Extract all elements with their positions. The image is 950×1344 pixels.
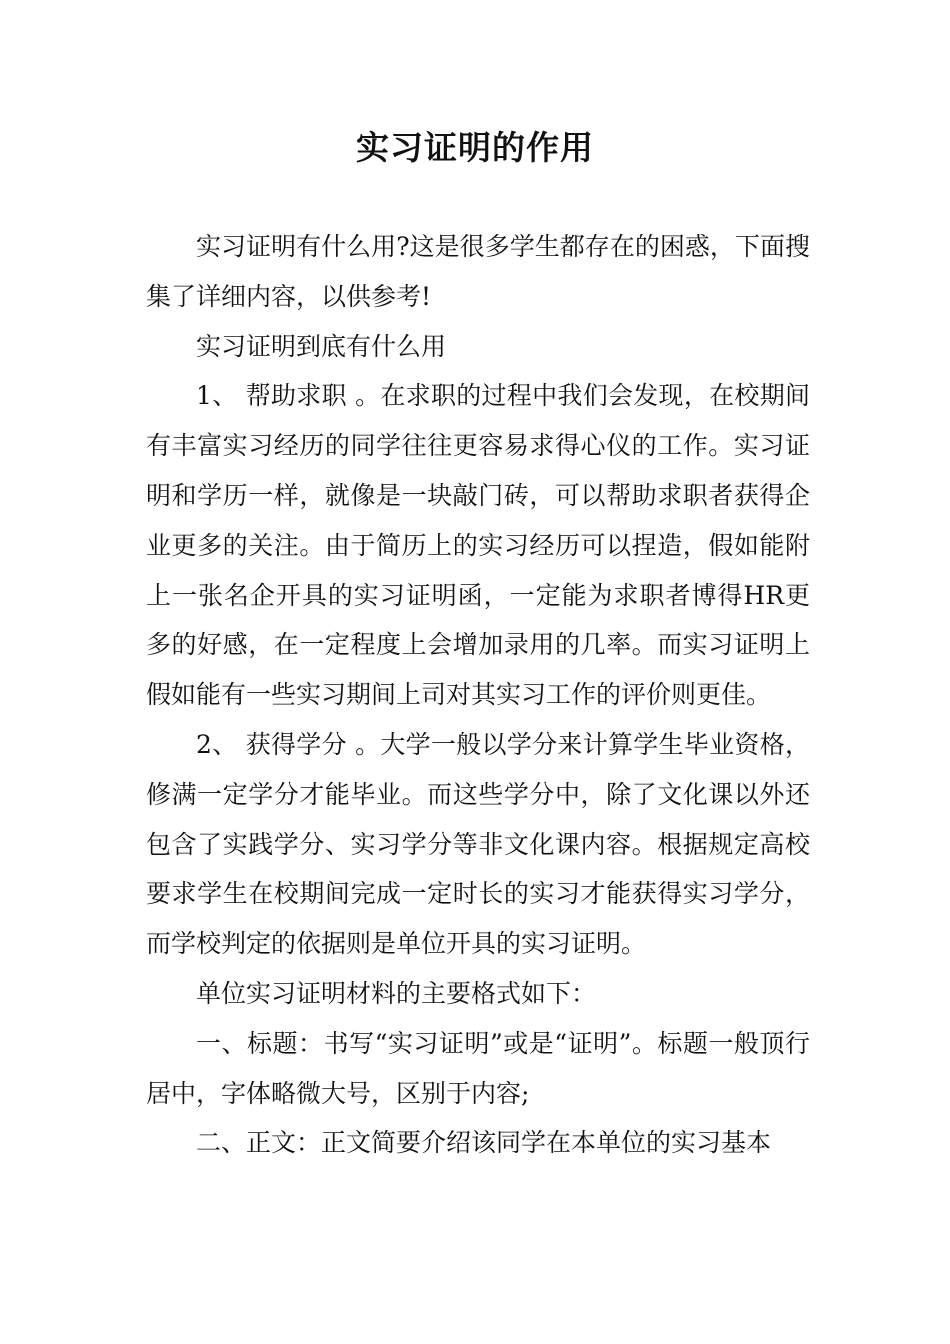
paragraph-format-title: 一、标题：书写“实习证明”或是“证明”。标题一般顶行居中，字体略微大号，区别于内容; bbox=[146, 1028, 810, 1108]
paragraph-subheading: 实习证明到底有什么用 bbox=[196, 331, 447, 361]
document-body bbox=[146, 222, 810, 1168]
paragraph-format-intro: 单位实习证明材料的主要格式如下： bbox=[196, 978, 597, 1008]
paragraph-format-body: 二、正文：正文简要介绍该同学在本单位的实习基本 bbox=[196, 1128, 772, 1158]
paragraph-job-hunting: 1、 帮助求职 。在求职的过程中我们会发现，在校期间有丰富实习经历的同学往往更容易求得心仪的工作。实习证明和学历一样，就像是一块敲门砖，可以帮助求职者获得企业更多的关注。由于简历上的实习经历可以捏造，假如能附上一张名企开具的实习证明函，一定能为求职者博得HR更多的好感，在一定程度上会增加录用的几率。而实习证明上假如能有一些实习期间上司对其实习工作的评价则更佳。 bbox=[146, 381, 810, 710]
paragraph-credits: 2、 获得学分 。大学一般以学分来计算学生毕业资格，修满一定学分才能毕业。而这些学分中，除了文化课以外还包含了实践学分、实习学分等非文化课内容。根据规定高校要求学生在校期间完成一定时长的实习才能获得实习学分，而学校判定的依据则是单位开具的实习证明。 bbox=[146, 729, 810, 959]
document-title: 实习证明的作用 bbox=[356, 128, 594, 167]
paragraph-intro: 实习证明有什么用?这是很多学生都存在的困惑，下面搜集了详细内容，以供参考! bbox=[146, 232, 810, 311]
